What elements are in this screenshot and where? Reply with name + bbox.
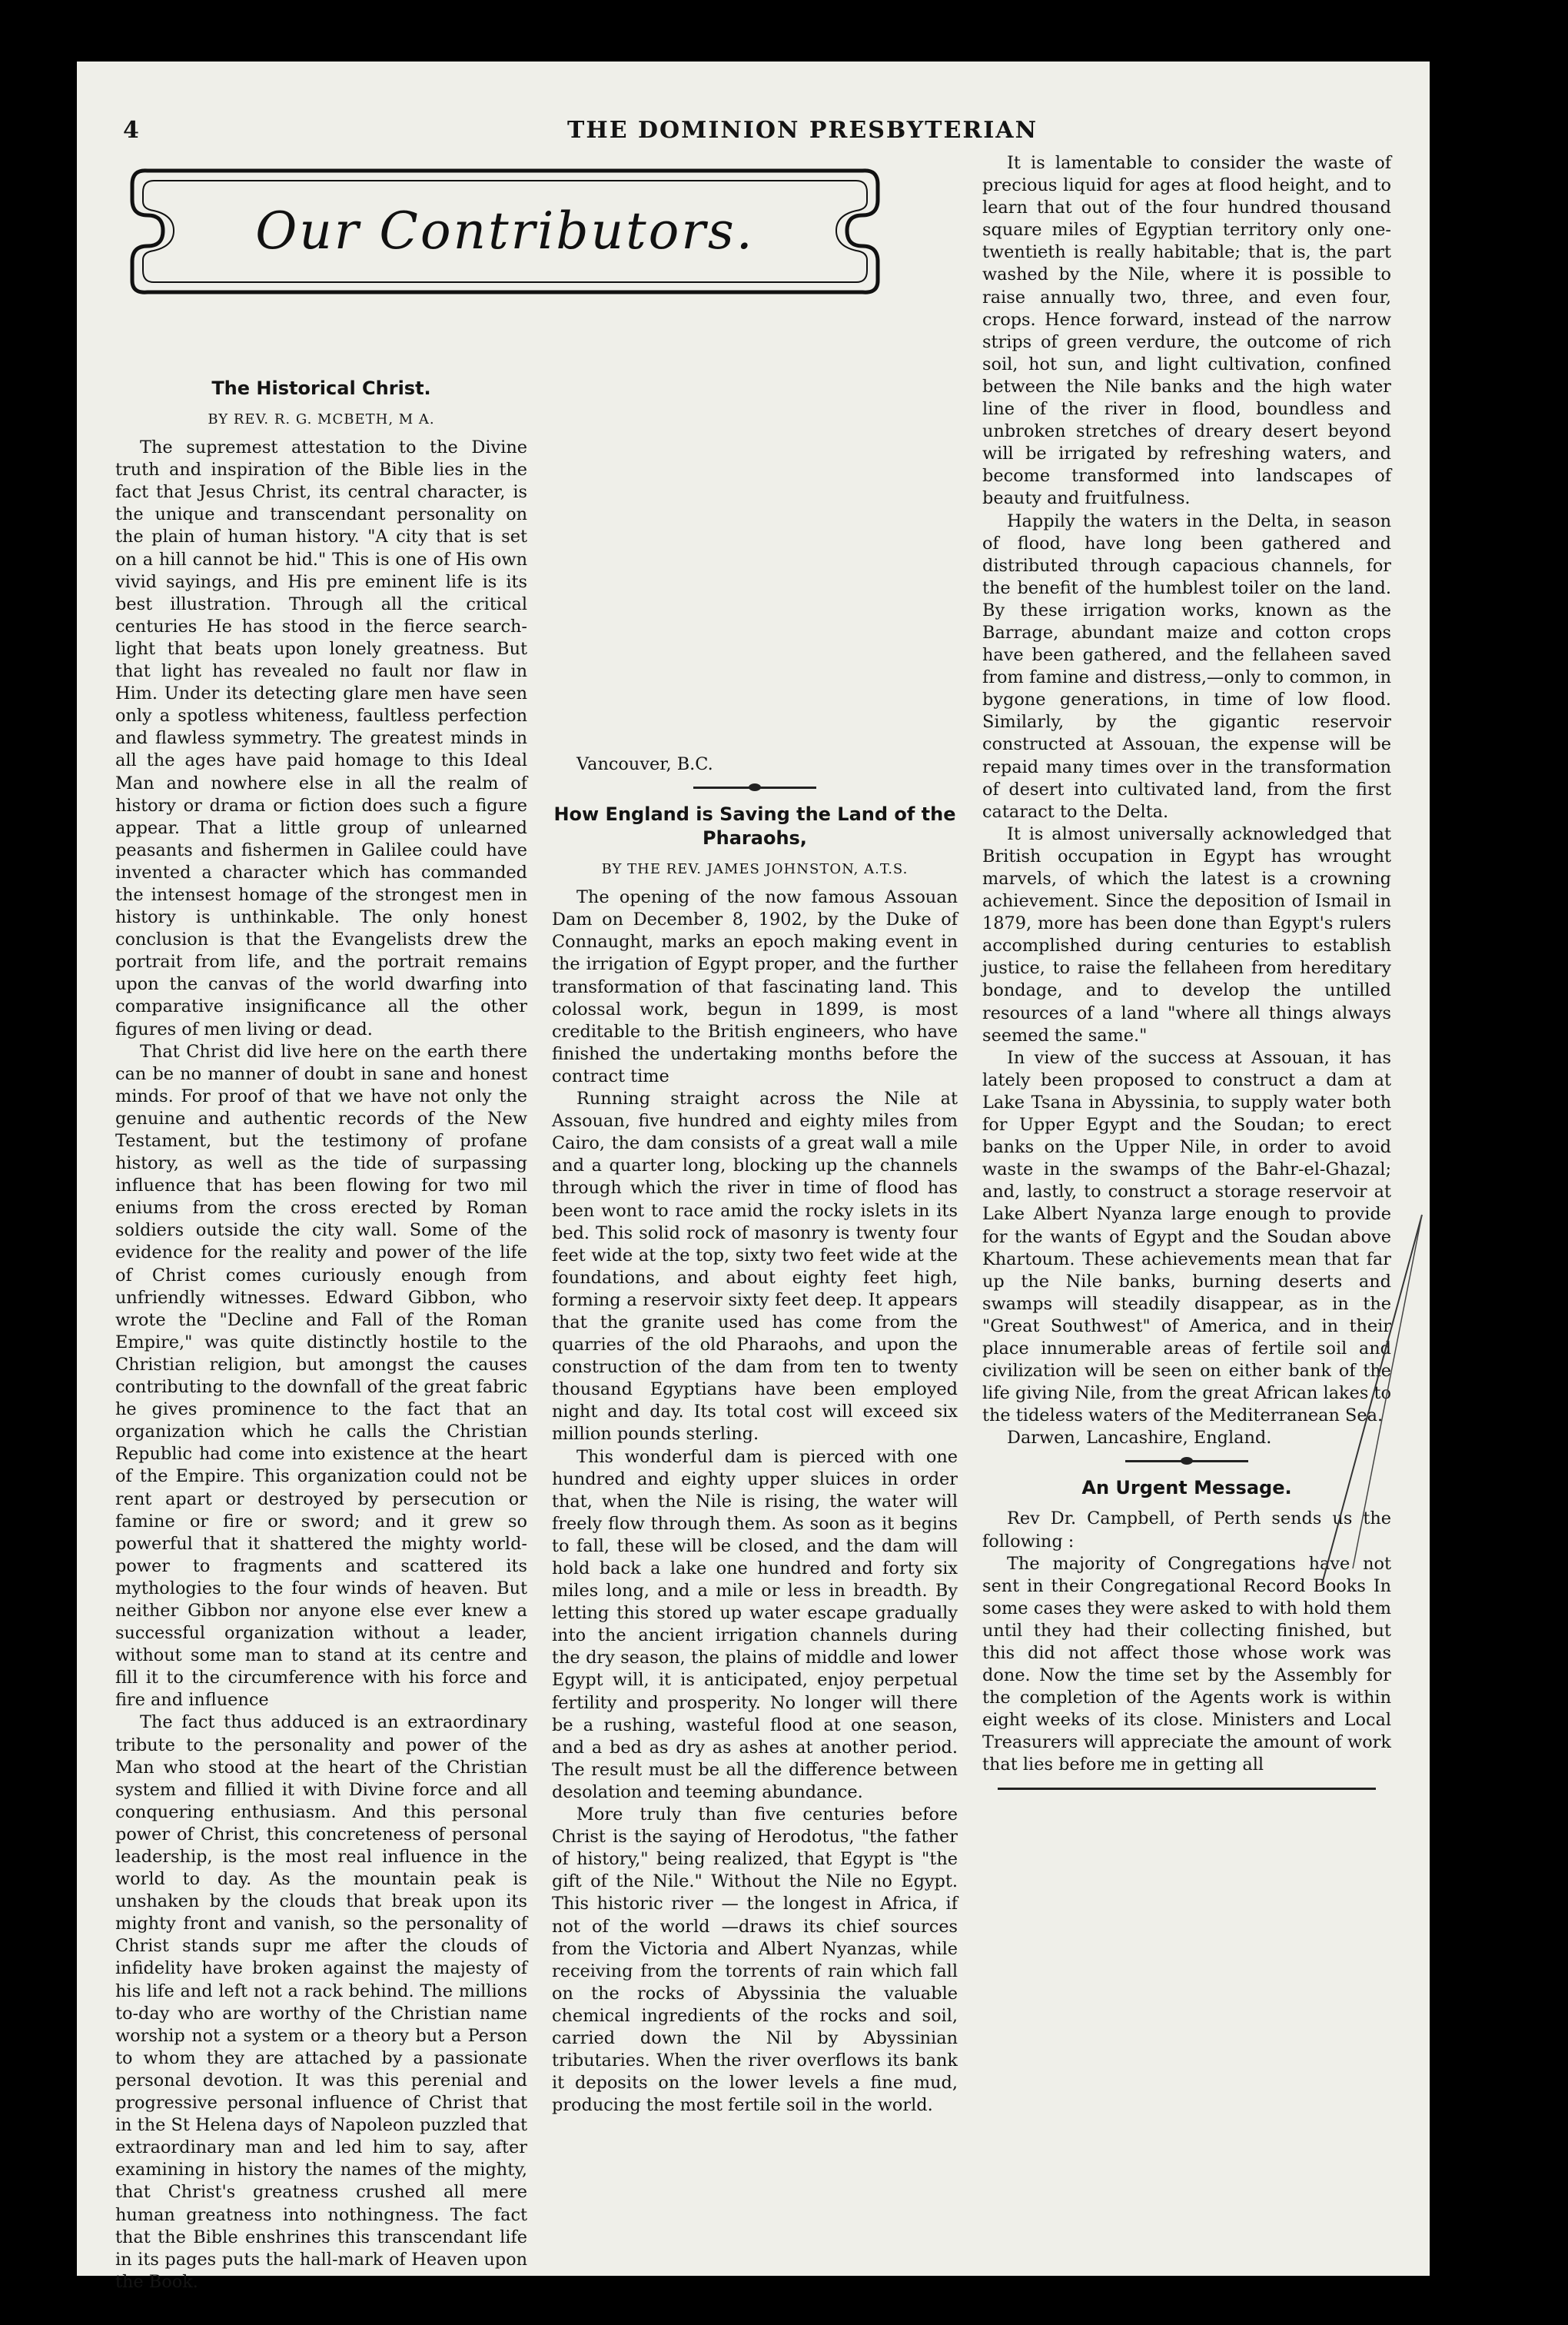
paragraph: In view of the success at Assouan, it has lately been proposed to construct a dam at Lake Tsana in Abyssinia, to supply water both for Upper Egypt and the Soudan; to erect banks on the Upper Nile, in order to avoid waste in the swamps of the Bahr-el-Ghazal; and, lastly, to construct a storage reservoir at Lake Albert Nyanza large enough to provide for the wants of Egypt and the Soudan above Khartoum. These achievements mean that far up the Nile banks, burning deserts and swamps will steadily disappear, as in the "Great Southwest" of America, and in their place innumerable areas of fertile soil and civilization will be seen on either bank of the life giving Nile, from the great African lakes to the tideless waters of the Mediterranean Sea. [982, 1047, 1391, 1426]
newspaper-page [77, 62, 1430, 2292]
paragraph: Rev Dr. Campbell, of Perth sends us the following : [982, 1508, 1391, 1552]
article-byline: BY THE REV. JAMES JOHNSTON, A.T.S. [601, 861, 909, 878]
article-title: An Urgent Message. [1081, 1477, 1292, 1499]
section-title: Our Contributors. [255, 201, 755, 261]
paragraph: The fact thus adduced is an extraordinary tribute to the personality and power of the Man who stood at the heart of the Christian system and fillied it with Divine force and all conquering enthusiasm. And this personal power of Christ, this concreteness of personal leadership, is the most real influence in the world to day. As the mountain peak is unshaken by the clouds that break upon its mighty front and vanish, so the personality of Christ stands supr me after the clouds of infidelity have broken against the majesty of his life and left not a rack behind. The millions to-day who are worthy of the Christian name worship not a system or a theory but a Person to whom they are attached by a passionate personal devotion. It was this perenial and progressive personal influence of Christ that in the St Helena days of Napoleon puzzled that extraordinary man and led him to say, after examining in history the names of the mighty, that Christ's greatness crushed all mere human greatness into nothingness. The fact that the Bible enshrines this transcendant life in its pages puts the hall-mark of Heaven upon the Book. [115, 1712, 527, 2292]
article-signoff: Darwen, Lancashire, England. [1007, 1428, 1272, 1449]
paragraph: The majority of Congregations have not sent in their Congregational Record Books In some cases they were asked to with hold them until they had their collecting finished, but this did not affect those whose work was done. Now the time set by the Assembly for the completion of the Agents work is within eight weeks of its close. Ministers and Local Treasurers will appreciate the amount of work that lies before me in getting all [982, 1553, 1391, 1775]
masthead: THE DOMINION PRESBYTERIAN [567, 117, 1038, 144]
paragraph: Running straight across the Nile at Assouan, five hundred and eighty miles from Cairo, the dam consists of a great wall a mile and a quarter long, blocking up the channels through which the river in time of flood has been wont to race amid the rocky islets in its bed. This solid rock of masonry is twenty four feet wide at the top, sixty two feet wide at the foundations, and about eighty feet high, forming a reservoir sixty feet deep. It appears that the granite used has come from the quarries of the old Pharaohs, and upon the construction of the dam from ten to twenty thousand Egyptians have been employed night and day. Its total cost will exceed six million pounds sterling. [552, 1089, 958, 1445]
paragraph: It is almost universally acknowledged that British occupation in Egypt has wrought marvels, of which the latest is a crowning achievement. Since the deposition of Ismail in 1879, more has been done than Egypt's rulers accomplished during centuries to establish justice, to raise the fellaheen from hereditary bondage, and to develop the untilled resources of a land "where all things always seemed the same." [982, 823, 1391, 1046]
paragraph: Happily the waters in the Delta, in season of flood, have long been gathered and distributed through capacious channels, for the benefit of the humblest toiler on the land. By these irrigation works, known as the Barrage, abundant maize and cotton crops have been gathered, and the fellaheen saved from famine and distress,—only to common, in bygone generations, in time of low flood. Similarly, by the gigantic reservoir constructed at Assouan, the expense will be repaid many times over in the transformation of desert into cultivated land, from the first cataract to the Delta. [982, 511, 1391, 822]
paragraph: The opening of the now famous Assouan Dam on December 8, 1902, by the Duke of Connaught, marks an epoch making event in the irrigation of Egypt proper, and the further transformation of that fascinating land. This colossal work, begun in 1899, is most creditable to the British engineers, who have finished the undertaking months before the contract time [552, 887, 958, 1086]
section-banner [117, 154, 893, 308]
article-signoff: Vancouver, B.C. [576, 754, 713, 774]
paragraph: More truly than five centuries before Christ is the saying of Herodotus, "the father of history," being realized, that Egypt is "the gift of the Nile." Without the Nile no Egypt. This historic river — the longest in Africa, if not of the world —draws its chief sources from the Victoria and Albert Nyanzas, while receiving from the torrents of rain which fall on the rocks of Abyssinia the valuable chemical ingredients of the rocks and soil, carried down the Nil by Abyssinian tributaries. When the river overflows its bank it deposits on the lower levels a fine mud, producing the most fertile soil in the world. [552, 1804, 958, 2116]
column-2 [552, 315, 958, 2116]
paragraph: This wonderful dam is pierced with one hundred and eighty upper sluices in order that, when the Nile is rising, the water will freely flow through them. As soon as it begins to fall, these will be closed, and the dam will hold back a lake one hundred and forty six miles long, and a mile or less in breadth. By letting this stored up water escape gradually into the ancient irrigation channels during the dry season, the plains of middle and lower Egypt will, it is anticipated, enjoy perpetual fertility and prosperity. No longer will there be a rushing, wasteful flood at one season, and a bed as dry as ashes at another period. The result must be all the difference between desolation and teeming abundance. [552, 1446, 958, 1802]
paragraph: The supremest attestation to the Divine truth and inspiration of the Bible lies in the fact that Jesus Christ, its central character, is the unique and transcendant personality on the plain of human history. "A city that is set on a hill cannot be hid." This is one of His own vivid sayings, and His pre eminent life is its best illustration. Through all the critical centuries He has stood in the fierce search-light that beats upon lonely greatness. But that light has revealed no fault nor flaw in Him. Under its detecting glare men have seen only a spotless whiteness, faultless perfection and flawless symmetry. The greatest minds in all the ages have paid homage to this Ideal Man and nowhere else in all the realm of history or drama or fiction does such a figure appear. That a little group of unlearned peasants and fishermen in Galilee could have invented a character which has commanded the intensest homage of the strongest men in history is unthinkable. The only honest conclusion is that the Evangelists drew the portrait from life, and the portrait remains upon the canvas of the world dwarfing into comparative insignificance all the other figures of men living or dead. [115, 437, 527, 1039]
page-header [123, 117, 1391, 155]
article-separator [693, 787, 816, 789]
column-end-rule [998, 1788, 1376, 1790]
article-byline: BY REV. R. G. MCBETH, M A. [208, 411, 435, 427]
column-1 [115, 377, 527, 2293]
article-title: How England is Saving the Land of the Pharaohs, [553, 803, 956, 850]
paragraph: That Christ did live here on the earth there can be no manner of doubt in sane and honest minds. For proof of that we have not only the genuine and authentic records of the New Testament, but the testimony of profane history, as well as the tide of surpassing influence that has been flowing for two mil eniums from the cross erected by Roman soldiers outside the city wall. Some of the evidence for the reality and power of the life of Christ comes curiously enough from unfriendly witnesses. Edward Gibbon, who wrote the "Decline and Fall of the Roman Empire," was quite distinctly hostile to the Christian religion, but amongst the causes contributing to the downfall of the great fabric he gives prominence to the fact that an organization which he calls the Christian Republic had come into existence at the heart of the Empire. This organization could not be rent apart or destroyed by persecution or famine or fire or sword; and it grew so powerful that it shattered the mighty world-power to fragments and scattered its mythologies to the four winds of heaven. But neither Gibbon nor anyone else ever knew a successful organization without a leader, without some man to stand at its centre and fill it to the circumference with his force and fire and influence [115, 1041, 527, 1711]
article-separator [1125, 1460, 1248, 1462]
page-number: 4 [123, 117, 139, 144]
paper-fold-crease-icon [1307, 1215, 1430, 1599]
article-title: The Historical Christ. [211, 378, 431, 399]
paragraph: It is lamentable to consider the waste of precious liquid for ages at flood height, and to learn that out of the four hundred thousand square miles of Egyptian territory only one-twentieth is really habitable; that is, the part washed by the Nile, where it is possible to raise annually two, three, and even four, crops. Hence forward, instead of the narrow strips of green verdure, the outcome of rich soil, hot sun, and light cultivation, confined between the Nile banks and the high water line of the river in flood, boundless and unbroken stretches of dreary desert beyond will be irrigated by refreshing waters, and become transformed into landscapes of beauty and fruitfulness. [982, 153, 1391, 509]
